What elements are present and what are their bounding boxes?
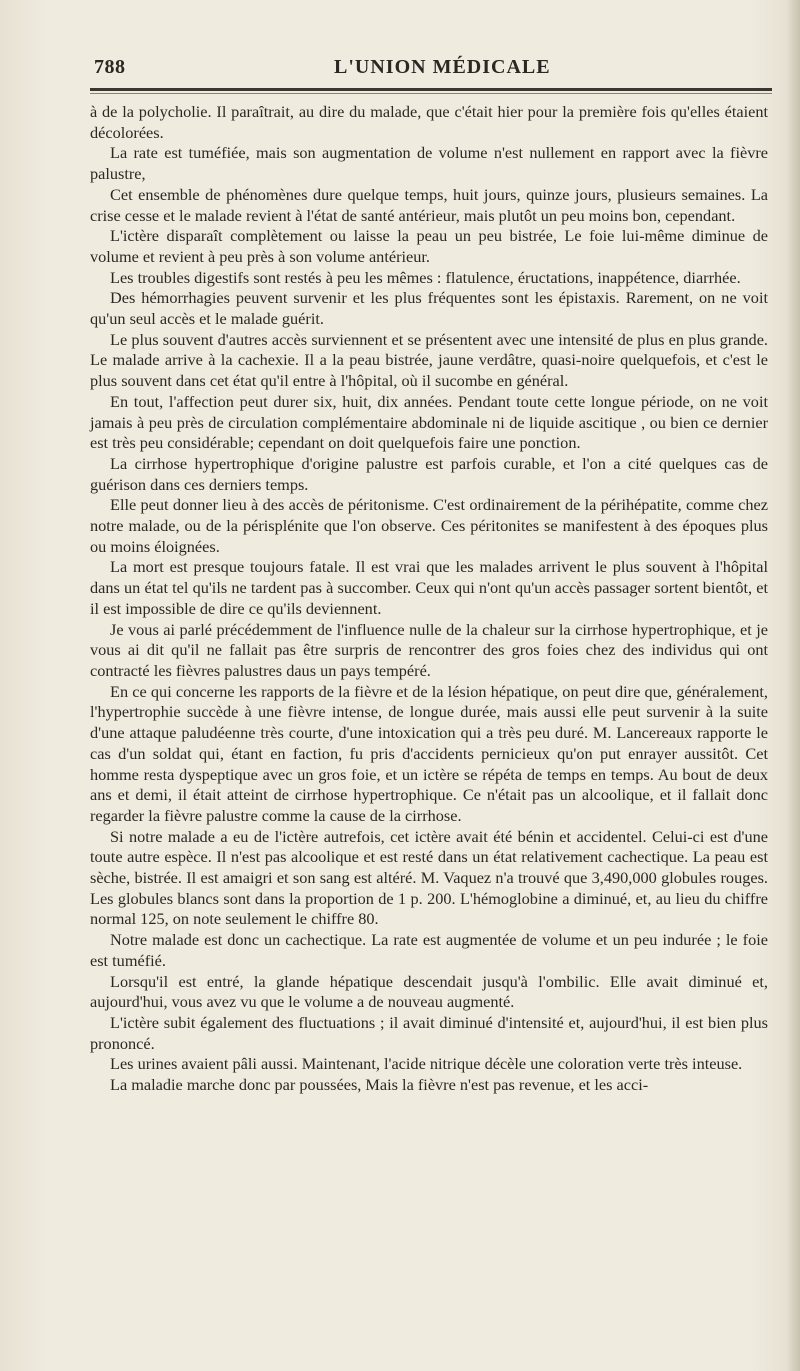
paragraph: L'ictère subit également des fluctuations ; il avait diminué d'intensité et, aujourd'hui, il est bien plus prononcé. bbox=[90, 1012, 768, 1053]
header-rule-thin bbox=[90, 93, 772, 94]
paragraph: La cirrhose hypertrophique d'origine palustre est parfois curable, et l'on a cité quelques cas de guérison dans ces derniers temps. bbox=[90, 453, 768, 494]
paragraph: Cet ensemble de phénomènes dure quelque temps, huit jours, quinze jours, plusieurs semaines. La crise cesse et le malade revient à l'état de santé antérieur, mais plutôt un peu moins bon, cependant. bbox=[90, 184, 768, 225]
paragraph: à de la polycholie. Il paraîtrait, au dire du malade, que c'était hier pour la première fois qu'elles étaient décolorées. bbox=[90, 102, 768, 142]
paragraph: La rate est tuméfiée, mais son augmentation de volume n'est nullement en rapport avec la fièvre palustre, bbox=[90, 143, 768, 184]
running-title: L'UNION MÉDICALE bbox=[334, 56, 551, 78]
paragraph: Elle peut donner lieu à des accès de péritonisme. C'est ordinairement de la périhépatite, comme chez notre malade, ou de la périsplénite que l'on observe. Ces péritonites se manifestent à des époques plus ou moins éloignées. bbox=[90, 495, 768, 556]
paragraph: En tout, l'affection peut durer six, huit, dix années. Pendant toute cette longue période, on ne voit jamais à peu près de circulation complémentaire abdominale ni de liquide ascitique , ou bien ce dernier est très peu considérable; cependant on doit quelquefois faire une ponction. bbox=[90, 391, 768, 453]
paragraph: La maladie marche donc par poussées, Mais la fièvre n'est pas revenue, et les acci- bbox=[110, 1075, 649, 1095]
page-edge-shadow bbox=[786, 0, 800, 1371]
paragraph: Les urines avaient pâli aussi. Maintenant, l'acide nitrique décèle une coloration verte très inteuse. bbox=[110, 1054, 743, 1074]
paragraph: Notre malade est donc un cachectique. La rate est augmentée de volume et un peu indurée ; le foie est tuméfié. bbox=[90, 930, 768, 970]
paragraph: La mort est presque toujours fatale. Il est vrai que les malades arrivent le plus souvent à l'hôpital dans un état tel qu'ils ne tardent pas à succomber. Ceux qui n'ont qu'un accès passager sortent bientôt, et il est impossible de dire ce qu'ils deviennent. bbox=[90, 557, 768, 618]
paragraph: L'ictère disparaît complètement ou laisse la peau un peu bistrée, Le foie lui-même diminue de volume et revient à peu près à son volume antérieur. bbox=[90, 226, 768, 266]
header-rule bbox=[90, 88, 772, 91]
body-text bbox=[90, 102, 768, 1096]
paragraph: Si notre malade a eu de l'ictère autrefois, cet ictère avait été bénin et accidentel. Celui-ci est d'une toute autre espèce. Il n'est pas alcoolique et est resté dans un état relativement cachectique. La peau est sèche, bistrée. Il est amaigri et son sang est altéré. M. Vaquez n'a trouvé que 3,490,000 globules rouges. Les globules blancs sont dans la proportion de 1 p. 200. L'hémoglobine a diminué, et, au lieu du chiffre normal 125, on note seulement le chiffre 80. bbox=[90, 826, 768, 929]
running-header bbox=[90, 54, 770, 84]
paragraph: Des hémorrhagies peuvent survenir et les plus fréquentes sont les épistaxis. Rarement, on ne voit qu'un seul accès et le malade guérit. bbox=[90, 288, 768, 329]
paragraph: Les troubles digestifs sont restés à peu les mêmes : flatulence, éructations, inappétence, diarrhée. bbox=[110, 267, 741, 287]
paragraph: Lorsqu'il est entré, la glande hépatique descendait jusqu'à l'ombilic. Elle avait diminué et, aujourd'hui, vous avez vu que le volume a de nouveau augmenté. bbox=[90, 971, 768, 1012]
paragraph: Le plus souvent d'autres accès surviennent et se présentent avec une intensité de plus en plus grande. Le malade arrive à la cachexie. Il a la peau bistrée, jaune verdâtre, quasi-noire quelquefois, et c'est le plus souvent dans cet état qu'il entre à l'hôpital, où il sucombe en général. bbox=[90, 329, 768, 391]
paragraph: En ce qui concerne les rapports de la fièvre et de la lésion hépatique, on peut dire que, généralement, l'hypertrophie succède à une fièvre intense, de longue durée, mais aussi elle peut survenir à la suite d'une attaque paludéenne très courte, d'une intoxication qui a très peu duré. M. Lancereaux rapporte le cas d'un soldat qui, étant en faction, fu pris d'accidents pernicieux qu'on put enrayer aussitôt. Cet homme resta dyspeptique avec un gros foie, et un ictère se répéta de temps en temps. Au bout de deux ans et demi, il était atteint de cirrhose hypertrophique. Ce n'était pas un alcoolique, et il fallait donc regarder la fièvre palustre comme la cause de la cirrhose. bbox=[90, 681, 768, 825]
page-number: 788 bbox=[94, 56, 126, 78]
paragraph: Je vous ai parlé précédemment de l'influence nulle de la chaleur sur la cirrhose hypertrophique, et je vous ai dit qu'il ne fallait pas être surpris de rencontrer des gros foies chez des individus qui ont contracté les fièvres palustres daus un pays tempéré. bbox=[90, 619, 768, 680]
